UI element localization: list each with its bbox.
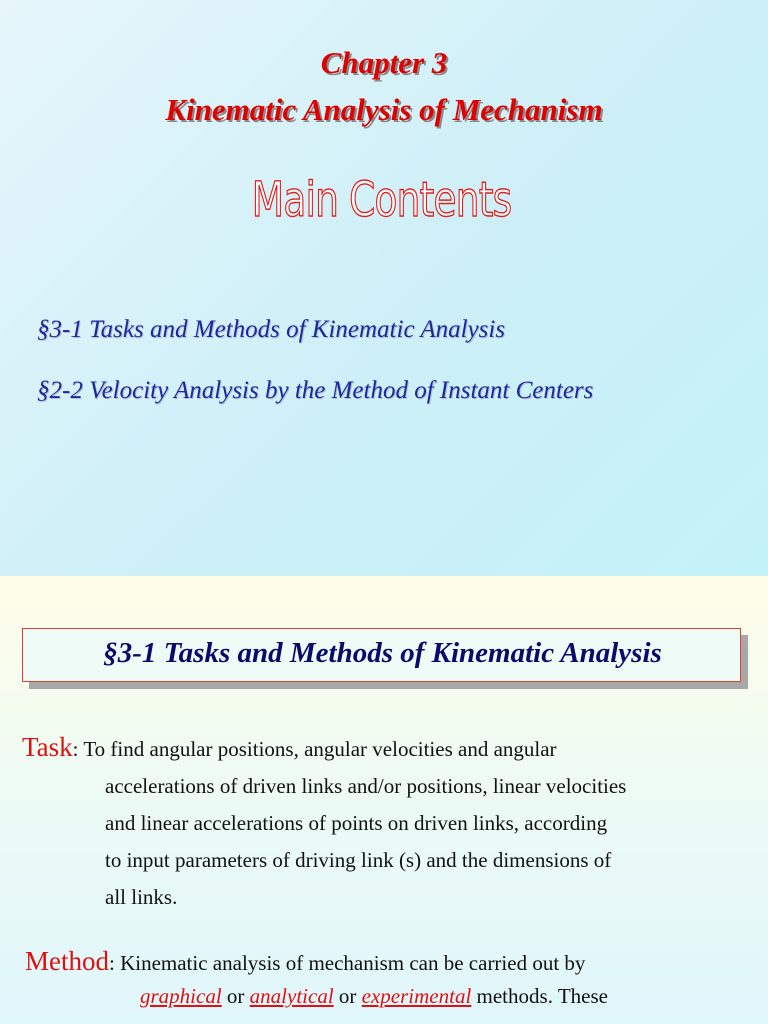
methods-tail-text: methods. These (471, 984, 608, 1008)
task-paragraph-line (22, 732, 557, 763)
or-text: or (333, 984, 362, 1008)
experimental-link[interactable]: experimental (361, 984, 472, 1008)
toc-item-2-2[interactable]: §2-2 Velocity Analysis by the Method of Instant Centers (37, 377, 594, 404)
analytical-link[interactable]: analytical (249, 984, 334, 1008)
toc-item-3-1[interactable]: §3-1 Tasks and Methods of Kinematic Analysis (37, 316, 506, 343)
task-text: : To find angular positions, angular velocities and angular (72, 737, 557, 761)
task-paragraph-line: and linear accelerations of points on driven links, according (105, 811, 608, 835)
section-title-box (22, 628, 741, 682)
main-contents-heading: Main Contents (251, 172, 512, 228)
task-term: Task (22, 732, 73, 762)
task-paragraph-line: to input parameters of driving link (s) and the dimensions of (105, 848, 612, 872)
method-text: : Kinematic analysis of mechanism can be carried out by (109, 951, 586, 975)
method-paragraph-line (25, 946, 585, 977)
method-paragraph-line (140, 984, 608, 1009)
or-text: or (221, 984, 250, 1008)
chapter-number: Chapter 3 (320, 45, 448, 80)
method-term: Method (25, 946, 109, 976)
section-title: §3-1 Tasks and Methods of Kinematic Analysis (103, 637, 662, 669)
chapter-title: Kinematic Analysis of Mechanism (165, 92, 603, 127)
graphical-link[interactable]: graphical (140, 984, 222, 1008)
task-paragraph-line: all links. (105, 885, 178, 909)
task-paragraph-line: accelerations of driven links and/or positions, linear velocities (105, 774, 627, 798)
